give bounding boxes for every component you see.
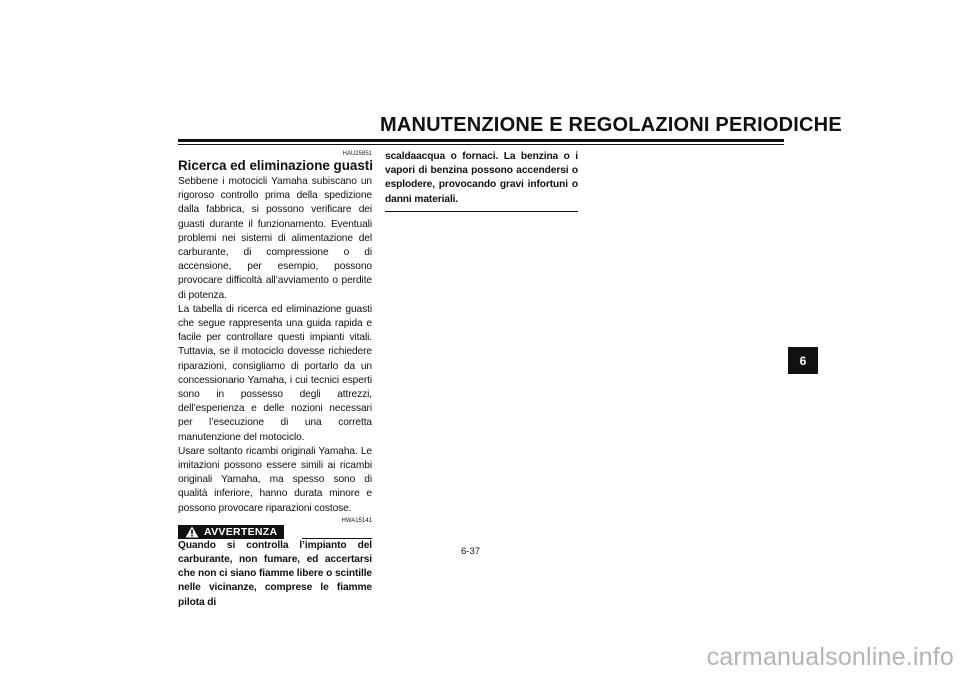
- warning-code: HWA15141: [341, 517, 372, 524]
- paragraph-original-parts: Usare soltanto ricambi originali Yamaha. Le imitazioni possono essere simili ai ricambi originali Yamaha, ma spesso sono di qualità inferiore, hanno durata minore e possono provocare riparazioni costose.: [178, 445, 372, 514]
- warning-header: [178, 517, 372, 539]
- header-rule-thin: [178, 144, 784, 145]
- section-code: HAU25851: [342, 151, 372, 157]
- section-heading: Ricerca ed eliminazione guasti: [178, 158, 373, 173]
- warning-text-part1: Quando si controlla l’impianto del carburante, non fumare, ed accertarsi che non ci siano fiamme libere o scintille nelle vicinanze, comprese le fiamme pilota di: [178, 539, 372, 608]
- warning-text-part2: scaldaacqua o fornaci. La benzina o i vapori di benzina possono accendersi o esplodere, provocando gravi infortuni o danni materiali.: [385, 151, 578, 205]
- warning-label: AVVERTENZA: [204, 525, 278, 538]
- left-column: [178, 150, 372, 610]
- warning-badge: [178, 525, 284, 539]
- paragraph-table-guide: La tabella di ricerca ed eliminazione guasti che segue rappresenta una guida rapida e facile per controllare questi impianti vitali. Tuttavia, se il motociclo dovesse richiedere riparazioni, consigliamo di portarlo da un concessionario Yamaha, i cui tecnici esperti sono in possesso degli attrezzi, dell’esperienza e delle nozioni necessari per l’esecuzione di una corretta manutenzione del motociclo.: [178, 303, 372, 443]
- chapter-tab: 6: [788, 347, 818, 374]
- warning-rule: [302, 538, 372, 539]
- warning-end-rule: [385, 211, 578, 212]
- warning-triangle-icon: [185, 526, 199, 538]
- header-rule-thick: [178, 139, 784, 142]
- page-header-title: MANUTENZIONE E REGOLAZIONI PERIODICHE: [380, 114, 842, 136]
- right-column: [385, 150, 578, 212]
- paragraph-intro: Sebbene i motocicli Yamaha subiscano un rigoroso controllo prima della spedizione dalla fabbrica, si possono verificare dei guasti durante il funzionamento. Eventuali problemi nei sistemi di alimentazione del carburante, di compressione o di accensione, per esempio, possono provocare difficoltà all’avviamento o perdite di potenza.: [178, 176, 372, 301]
- page-number: 6-37: [461, 546, 481, 557]
- watermark: carmanualsonline.info: [706, 643, 954, 671]
